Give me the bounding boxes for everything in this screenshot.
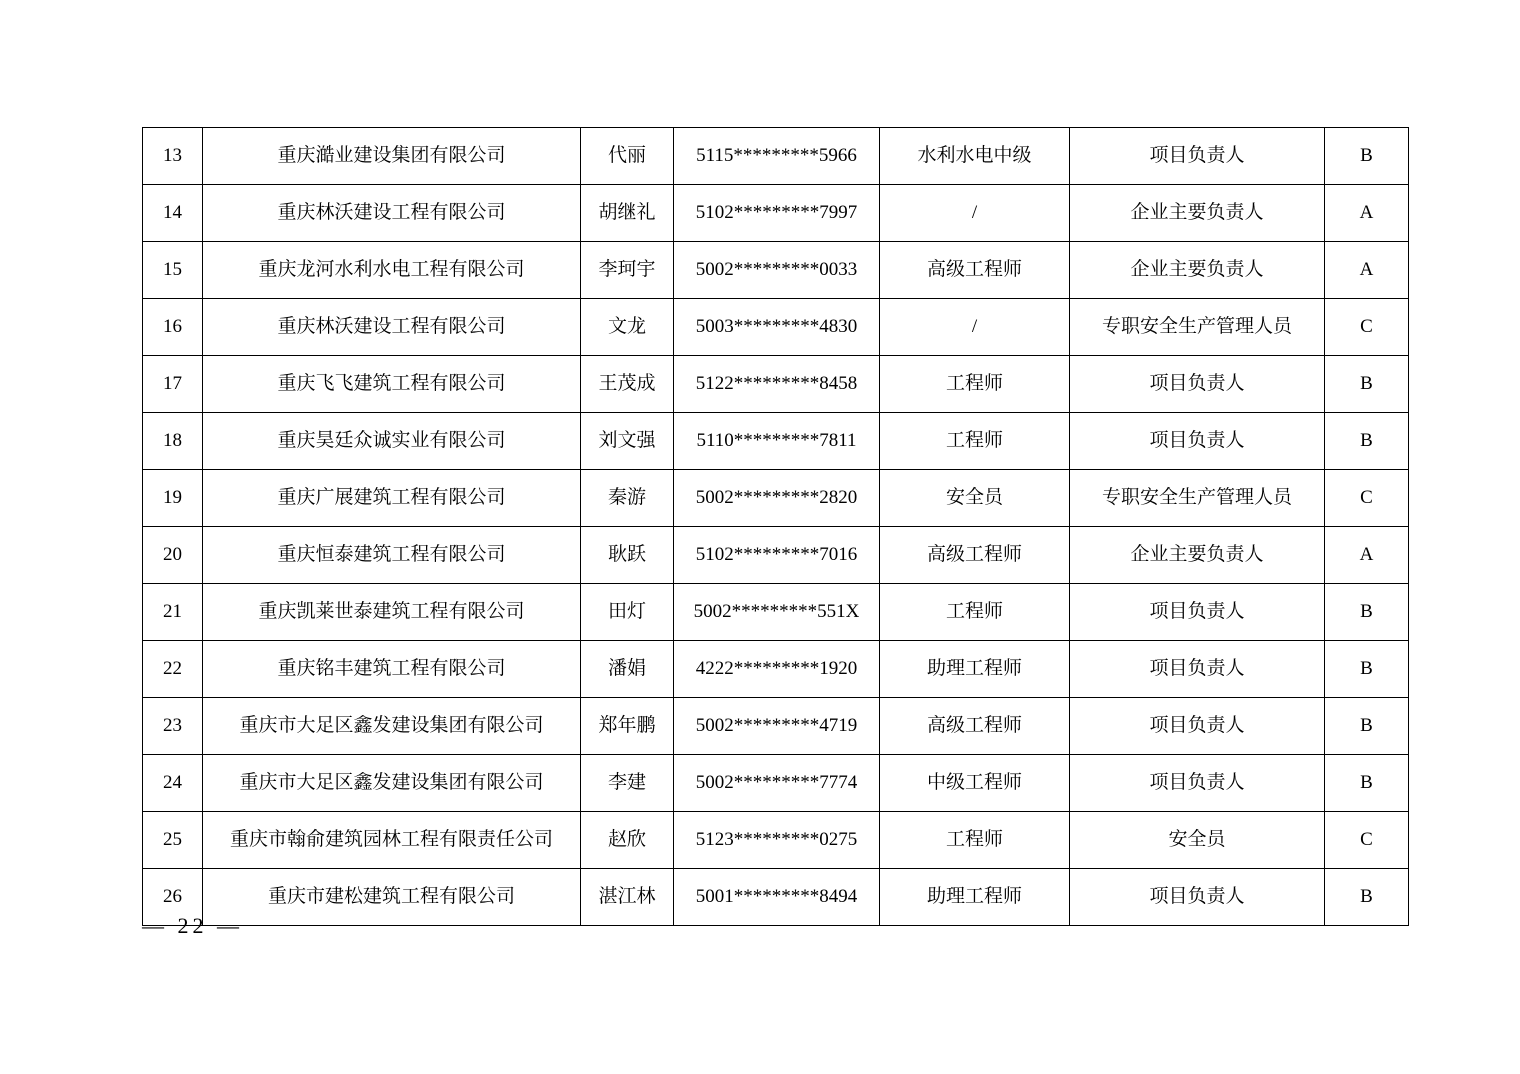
- cell-level: B: [1325, 413, 1409, 470]
- cell-index: 17: [143, 356, 203, 413]
- cell-id-number: 5003*********4830: [674, 299, 880, 356]
- table-body: [143, 128, 1409, 926]
- cell-role: 企业主要负责人: [1070, 185, 1325, 242]
- cell-role: 安全员: [1070, 812, 1325, 869]
- cell-name: 刘文强: [581, 413, 674, 470]
- cell-id-number: 5115*********5966: [674, 128, 880, 185]
- cell-level: C: [1325, 470, 1409, 527]
- table-row: [143, 527, 1409, 584]
- cell-company: 重庆铭丰建筑工程有限公司: [203, 641, 581, 698]
- cell-company: 重庆龙河水利水电工程有限公司: [203, 242, 581, 299]
- cell-title: /: [880, 299, 1070, 356]
- cell-name: 李建: [581, 755, 674, 812]
- cell-company: 重庆昊廷众诚实业有限公司: [203, 413, 581, 470]
- cell-name: 代丽: [581, 128, 674, 185]
- table-row: [143, 242, 1409, 299]
- cell-level: B: [1325, 755, 1409, 812]
- cell-level: A: [1325, 527, 1409, 584]
- cell-company: 重庆市建松建筑工程有限公司: [203, 869, 581, 926]
- cell-company: 重庆凯莱世泰建筑工程有限公司: [203, 584, 581, 641]
- cell-name: 湛江林: [581, 869, 674, 926]
- cell-role: 项目负责人: [1070, 128, 1325, 185]
- cell-role: 企业主要负责人: [1070, 527, 1325, 584]
- cell-id-number: 5002*********4719: [674, 698, 880, 755]
- cell-title: 安全员: [880, 470, 1070, 527]
- cell-id-number: 5110*********7811: [674, 413, 880, 470]
- cell-name: 郑年鹏: [581, 698, 674, 755]
- cell-company: 重庆市翰俞建筑园林工程有限责任公司: [203, 812, 581, 869]
- page-number: — 22 —: [142, 913, 243, 938]
- cell-title: 工程师: [880, 584, 1070, 641]
- cell-index: 26: [143, 869, 203, 926]
- table-row: [143, 641, 1409, 698]
- cell-level: A: [1325, 242, 1409, 299]
- cell-role: 专职安全生产管理人员: [1070, 299, 1325, 356]
- cell-index: 25: [143, 812, 203, 869]
- cell-name: 赵欣: [581, 812, 674, 869]
- table-row: [143, 869, 1409, 926]
- cell-level: C: [1325, 812, 1409, 869]
- table-row: [143, 584, 1409, 641]
- cell-name: 文龙: [581, 299, 674, 356]
- cell-id-number: 5002*********0033: [674, 242, 880, 299]
- cell-name: 田灯: [581, 584, 674, 641]
- cell-index: 21: [143, 584, 203, 641]
- cell-index: 24: [143, 755, 203, 812]
- cell-name: 李珂宇: [581, 242, 674, 299]
- cell-role: 项目负责人: [1070, 755, 1325, 812]
- cell-id-number: 5002*********7774: [674, 755, 880, 812]
- table-row: [143, 185, 1409, 242]
- cell-title: 工程师: [880, 812, 1070, 869]
- cell-index: 20: [143, 527, 203, 584]
- cell-company: 重庆林沃建设工程有限公司: [203, 299, 581, 356]
- cell-level: B: [1325, 641, 1409, 698]
- cell-company: 重庆飞飞建筑工程有限公司: [203, 356, 581, 413]
- cell-level: C: [1325, 299, 1409, 356]
- cell-index: 14: [143, 185, 203, 242]
- cell-id-number: 5102*********7997: [674, 185, 880, 242]
- cell-title: 工程师: [880, 413, 1070, 470]
- cell-level: A: [1325, 185, 1409, 242]
- table-row: [143, 299, 1409, 356]
- cell-title: 高级工程师: [880, 698, 1070, 755]
- cell-role: 专职安全生产管理人员: [1070, 470, 1325, 527]
- table-row: [143, 812, 1409, 869]
- cell-role: 项目负责人: [1070, 698, 1325, 755]
- cell-index: 15: [143, 242, 203, 299]
- cell-role: 项目负责人: [1070, 356, 1325, 413]
- table-row: [143, 698, 1409, 755]
- cell-title: 工程师: [880, 356, 1070, 413]
- cell-name: 王茂成: [581, 356, 674, 413]
- cell-level: B: [1325, 356, 1409, 413]
- cell-role: 企业主要负责人: [1070, 242, 1325, 299]
- cell-id-number: 5122*********8458: [674, 356, 880, 413]
- cell-id-number: 5002*********551X: [674, 584, 880, 641]
- table-row: [143, 755, 1409, 812]
- cell-company: 重庆恒泰建筑工程有限公司: [203, 527, 581, 584]
- cell-title: 高级工程师: [880, 242, 1070, 299]
- table-row: [143, 413, 1409, 470]
- cell-index: 22: [143, 641, 203, 698]
- cell-level: B: [1325, 584, 1409, 641]
- cell-company: 重庆市大足区鑫发建设集团有限公司: [203, 698, 581, 755]
- cell-name: 潘娟: [581, 641, 674, 698]
- cell-level: B: [1325, 128, 1409, 185]
- cell-name: 秦游: [581, 470, 674, 527]
- cell-index: 18: [143, 413, 203, 470]
- cell-company: 重庆澔业建设集团有限公司: [203, 128, 581, 185]
- cell-id-number: 5123*********0275: [674, 812, 880, 869]
- cell-role: 项目负责人: [1070, 584, 1325, 641]
- cell-id-number: 5002*********2820: [674, 470, 880, 527]
- cell-company: 重庆林沃建设工程有限公司: [203, 185, 581, 242]
- cell-role: 项目负责人: [1070, 869, 1325, 926]
- cell-title: 助理工程师: [880, 869, 1070, 926]
- cell-name: 耿跃: [581, 527, 674, 584]
- cell-title: /: [880, 185, 1070, 242]
- table-row: [143, 356, 1409, 413]
- cell-index: 23: [143, 698, 203, 755]
- cell-company: 重庆市大足区鑫发建设集团有限公司: [203, 755, 581, 812]
- cell-company: 重庆广展建筑工程有限公司: [203, 470, 581, 527]
- cell-id-number: 4222*********1920: [674, 641, 880, 698]
- cell-index: 16: [143, 299, 203, 356]
- cell-title: 助理工程师: [880, 641, 1070, 698]
- cell-level: B: [1325, 869, 1409, 926]
- cell-title: 水利水电中级: [880, 128, 1070, 185]
- cell-id-number: 5001*********8494: [674, 869, 880, 926]
- cell-index: 13: [143, 128, 203, 185]
- cell-id-number: 5102*********7016: [674, 527, 880, 584]
- cell-index: 19: [143, 470, 203, 527]
- table-row: [143, 470, 1409, 527]
- cell-role: 项目负责人: [1070, 641, 1325, 698]
- cell-title: 中级工程师: [880, 755, 1070, 812]
- table-row: [143, 128, 1409, 185]
- cell-level: B: [1325, 698, 1409, 755]
- personnel-table: [142, 127, 1409, 926]
- cell-name: 胡继礼: [581, 185, 674, 242]
- cell-role: 项目负责人: [1070, 413, 1325, 470]
- cell-title: 高级工程师: [880, 527, 1070, 584]
